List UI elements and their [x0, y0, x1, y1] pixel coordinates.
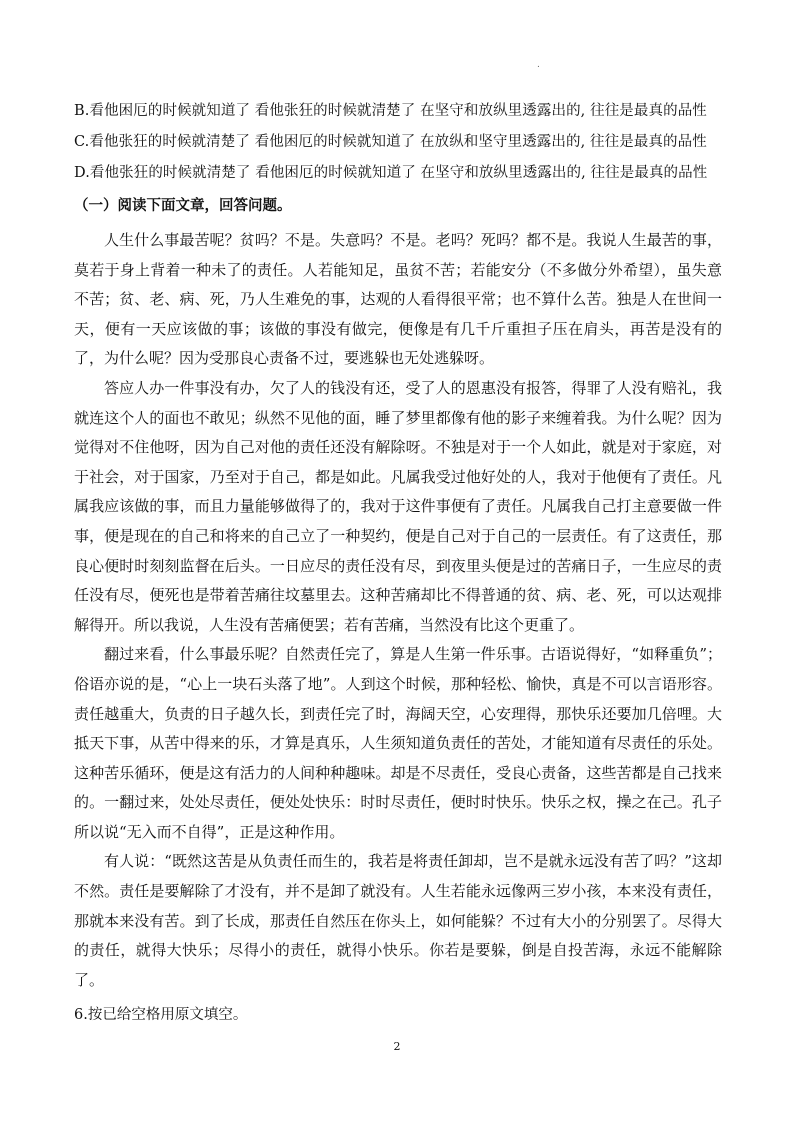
option-b: B.看他困厄的时候就知道了 看他张狂的时候就清楚了 在坚守和放纵里透露出的, 往往是最真的品性	[74, 103, 707, 119]
article-paragraph-4: 有人说：“既然这苦是从负责任而生的，我若是将责任卸却，岂不是就永远没有苦了吗？”这却不然。责任是要解除了才没有，并不是卸了就没有。人生若能永远像两三岁小孩，本来没有责任，那就本来没有苦。到了长成，那责任自然压在你头上，如何能躲？不过有大小的分别罢了。尽得大的责任，就得大快乐；尽得小的责任，就得小快乐。你若是要躲，倒是自投苦海，永远不能解除了。	[74, 852, 722, 989]
option-c: C.看他张狂的时候就清楚了 看他困厄的时候就知道了 在放纵和坚守里透露出的, 往往是最真的品性	[74, 134, 707, 150]
question-6: 6.按已给空格用原文填空。	[74, 1007, 248, 1023]
article-paragraph-1: 人生什么事最苦呢？贫吗？不是。失意吗？不是。老吗？死吗？都不是。我说人生最苦的事，莫若于身上背着一种未了的责任。人若能知足，虽贫不苦；若能安分（不多做分外希望），虽失意不苦；贫、老、病、死，乃人生难免的事，达观的人看得很平常；也不算什么苦。独是人在世间一天，便有一天应该做的事；该做的事没有做完，便像是有几千斤重担子压在肩头，再苦是没有的了，为什么呢？因为受那良心责备不过，要逃躲也无处逃躲呀。	[74, 231, 722, 368]
article-paragraph-3: 翻过来看，什么事最乐呢？自然责任完了，算是人生第一件乐事。古语说得好，“如释重负”；俗语亦说的是，“心上一块石头落了地”。人到这个时候，那种轻松、愉快，真是不可以言语形容。责任越重大，负责的日子越久长，到责任完了时，海阔天空，心安理得，那快乐还要加几倍哩。大抵天下事，从苦中得来的乐，才算是真乐，人生须知道负责任的苦处，才能知道有尽责任的乐处。这种苦乐循环，便是这有活力的人间种种趣味。却是不尽责任，受良心责备，这些苦都是自己找来的。一翻过来，处处尽责任，便处处快乐：时时尽责任，便时时快乐。快乐之权，操之在己。孔子所以说“无入而不自得”，正是这种作用。	[74, 645, 722, 841]
option-d: D.看他张狂的时候就清楚了 看他困厄的时候就知道了 在坚守和放纵里透露出的, 往往是最真的品性	[74, 165, 708, 181]
article-body	[74, 226, 722, 995]
page-number: 2	[393, 1040, 401, 1053]
top-mark: .	[537, 60, 540, 70]
article-paragraph-2: 答应人办一件事没有办，欠了人的钱没有还，受了人的恩惠没有报答，得罪了人没有赔礼，我就连这个人的面也不敢见；纵然不见他的面，睡了梦里都像有他的影子来缠着我。为什么呢？因为觉得对不住他呀，因为自己对他的责任还没有解除呀。不独是对于一个人如此，就是对于家庭，对于社会，对于国家，乃至对于自己，都是如此。凡属我受过他好处的人，我对于他便有了责任。凡属我应该做的事，而且力量能够做得了的，我对于这件事便有了责任。凡属我自己打主意要做一件事，便是现在的自己和将来的自己立了一种契约，便是自己对于自己的一层责任。有了这责任，那良心便时时刻刻监督在后头。一日应尽的责任没有尽，到夜里头便是过的苦痛日子，一生应尽的责任没有尽，便死也是带着苦痛往坟墓里去。这种苦痛却比不得普通的贫、病、老、死，可以达观排解得开。所以我说，人生没有苦痛便罢；若有苦痛，当然没有比这个更重了。	[74, 378, 722, 634]
section-heading: （一）阅读下面文章，回答问题。	[74, 197, 292, 214]
